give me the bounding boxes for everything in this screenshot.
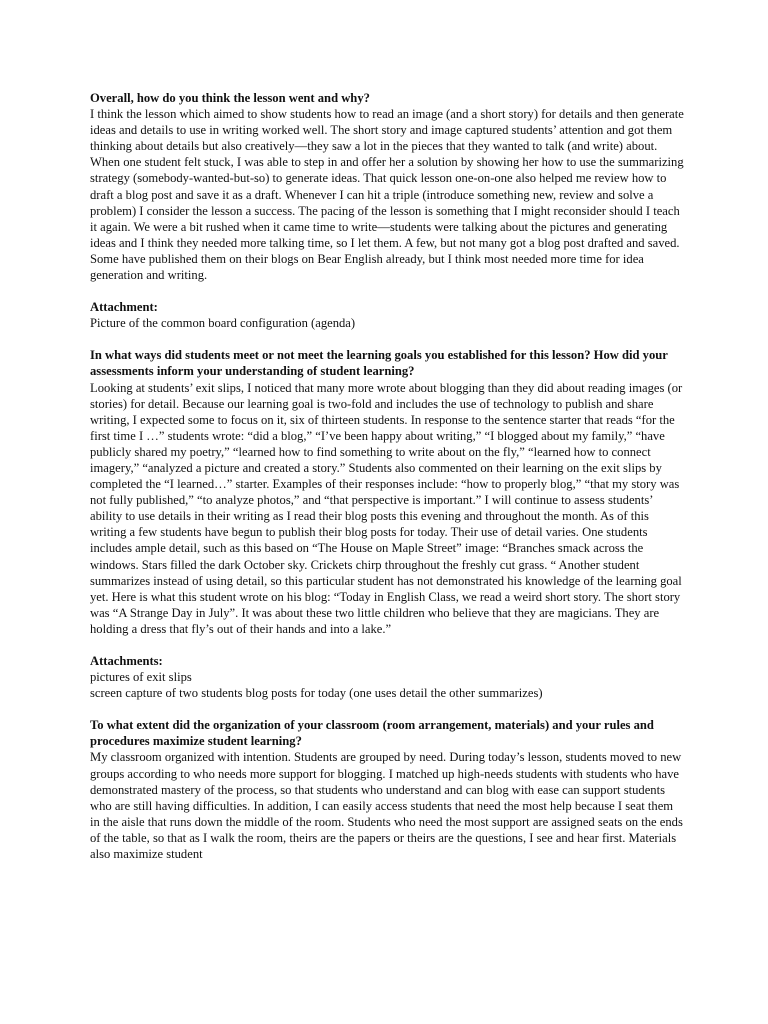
question-3-heading: To what extent did the organization of your classroom (room arrangement, materials) and your rules and procedures maximize student learning? bbox=[90, 718, 654, 749]
attachment-2-item-2: screen capture of two students blog posts for today (one uses detail the other summarizes) bbox=[90, 686, 543, 701]
attachment-2-item-1: pictures of exit slips bbox=[90, 670, 192, 685]
answer-2-paragraph: Looking at students’ exit slips, I noticed that many more wrote about blogging than they did about reading images (or stories) for detail. Because our learning goal is two-fold and includes the use of technology to publish and share writing, I expected some to focus on it, six of thirteen students. In response to the sentence starter that reads “for the first time I …” students wrote: “did a blog,” “I’ve been happy about writing,” “I blogged about my family,” “have publicly shared my poetry,” “learned how to find something to write about on the fly,” “learned how to connect imagery,” “analyzed a picture and created a story.” Students also commented on their learning on the exit slips by completed the “I learned…” starter. Examples of their responses include: “how to properly blog,” “that my story was not fully published,” “to analyze photos,” and “that perspective is important.” I will continue to assess students’ ability to use details in their writing as I read their blog posts this evening and throughout the month. As of this writing a few students have begun to publish their blog posts for today. Their use of detail varies. One students includes ample detail, such as this based on “The House on Maple Street” image: “Branches smack across the windows. Stars filled the dark October sky. Crickets chirp throughout the freshly cut grass. “ Another student summarizes instead of using detail, so this particular student has not demonstrated his knowledge of the learning goal yet. Here is what this student wrote on his blog: “Today in English Class, we read a weird short story. The short story was “A Strange Day in July”. It was about these two little children who believe that they are magicians. They are holding a dress that fly’s out of their hands and into a lake.” bbox=[90, 380, 683, 636]
attachment-2-label: Attachments: bbox=[90, 654, 163, 668]
answer-3-paragraph: My classroom organized with intention. Students are grouped by need. During today’s lesson, students moved to new groups according to who needs more support for blogging. I matched up high-needs students with students who have demonstrated mastery of the process, so that students who understand and can blog with ease can support students who are still having difficulties. In addition, I can easily access students that need the most help because I seat them in the aisle that runs down the middle of the room. Students who need the most support are assigned seats on the ends of the table, so that as I walk the room, theirs are the papers or theirs are the questions, I see and hear first. Materials also maximize student bbox=[90, 750, 683, 862]
question-2-heading: In what ways did students meet or not meet the learning goals you established for this lesson? How did your assessments inform your understanding of student learning? bbox=[90, 348, 668, 379]
document-body bbox=[90, 90, 686, 862]
question-1-heading: Overall, how do you think the lesson went and why? bbox=[90, 91, 370, 105]
answer-1-paragraph: I think the lesson which aimed to show students how to read an image (and a short story) for details and then generate ideas and details to use in writing worked well. The short story and image captured students’ attention and got them thinking about details but also creatively—they saw a lot in the pieces that they wanted to talk (and write) about. When one student felt stuck, I was able to step in and offer her a solution by showing her how to use the summarizing strategy (somebody-wanted-but-so) to generate ideas. That quick lesson one-on-one also helped me review how to draft a blog post and save it as a draft. Whenever I can hit a triple (introduce something new, review and solve a problem) I consider the lesson a success. The pacing of the lesson is something that I might reconsider should I teach it again. We were a bit rushed when it came time to write—students were talking about the pictures and generating ideas and I think they needed more talking time, so I let them. A few, but not many got a blog post drafted and saved. Some have published them on their blogs on Bear English already, but I think most needed more time for idea generation and writing. bbox=[90, 107, 684, 283]
attachment-1-item: Picture of the common board configuration (agenda) bbox=[90, 316, 356, 331]
attachment-1-label: Attachment: bbox=[90, 300, 158, 315]
